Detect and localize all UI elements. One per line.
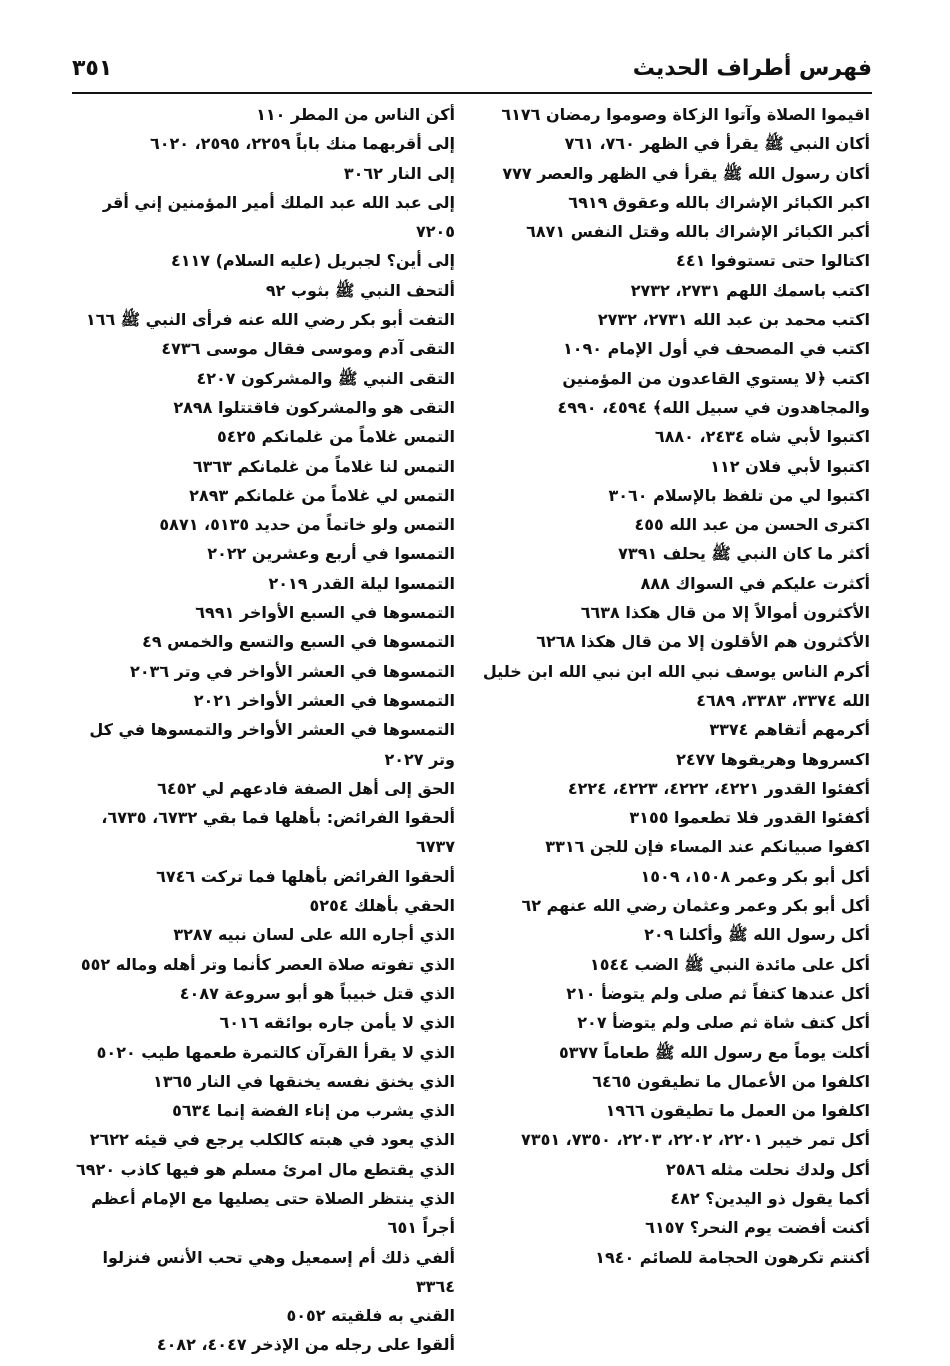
index-entry: أكل أبو بكر وعمر وعثمان رضي الله عنهم ٦٢ (521, 896, 870, 916)
index-entry: التقى النبي ﷺ والمشركون ٤٢٠٧ (196, 368, 455, 388)
index-entry: ألفي ذلك أم إسمعيل وهي تحب الأنس فنزلوا ٣٣٦٤ (102, 1247, 455, 1296)
index-entry: اكفوا صبيانكم عند المساء فإن للجن ٣٣١٦ (545, 837, 870, 857)
index-entry: أكرمهم أتقاهم ٣٣٧٤ (709, 720, 870, 740)
index-entry: اكتب محمد بن عبد الله ٢٧٣١، ٢٧٣٢ (597, 310, 870, 330)
index-entry: الأكثرون هم الأقلون إلا من قال هكذا ٦٢٦٨ (536, 632, 870, 652)
index-entry: اكتب باسمك اللهم ٢٧٣١، ٢٧٣٢ (630, 280, 870, 300)
index-entry: ألحقوا الفرائض بأهلها فما تركت ٦٧٤٦ (156, 866, 455, 886)
index-entry: الذي ينتظر الصلاة حتى يصليها مع الإمام أعظم أجراً ٦٥١ (91, 1188, 455, 1238)
header-rule (72, 92, 872, 94)
index-entry: الذي لا يأمن جاره بوائقه ٦٠١٦ (219, 1013, 455, 1033)
index-entry: الذي لا يقرأ القرآن كالتمرة طعمها طيب ٥٠٢٠ (96, 1042, 455, 1062)
index-entry: الذي قتل خبيباً هو أبو سروعة ٤٠٨٧ (179, 983, 455, 1003)
index-entry: أكبر الكبائر الإشراك بالله وقتل النفس ٦٨٧١ (526, 222, 870, 242)
index-entry: اكلفوا من العمل ما تطيقون ١٩٦٦ (605, 1101, 870, 1121)
index-entry: الذي يعود في هبته كالكلب يرجع في قيئه ٢٦٢٢ (89, 1130, 455, 1150)
index-entry: التقى آدم وموسى فقال موسى ٤٧٣٦ (161, 339, 455, 359)
index-entry: التمس ولو خاتماً من حديد ٥١٣٥، ٥٨٧١ (159, 515, 455, 535)
index-column-right (470, 100, 870, 1272)
page-number: ٣٥١ (72, 56, 113, 81)
index-entry: التمسوها في العشر الأواخر والتمسوها في كل وتر ٢٠٢٧ (89, 720, 455, 769)
index-entry: إلى عبد الله عبد الملك أمير المؤمنين إني أقر ٧٢٠٥ (102, 192, 455, 242)
index-entry: أكل عندها كتفاً ثم صلى ولم يتوضأ ٢١٠ (566, 983, 870, 1003)
index-entry: أكل تمر خيبر ٢٢٠١، ٢٢٠٢، ٢٢٠٣، ٧٣٥٠، ٧٣٥١ (521, 1130, 870, 1150)
index-entry: أكنتم تكرهون الحجامة للصائم ١٩٤٠ (595, 1247, 870, 1267)
index-entry: القني به فلقيته ٥٠٥٢ (286, 1306, 455, 1326)
index-entry: أكل رسول الله ﷺ وأكلنا ٢٠٩ (644, 925, 870, 945)
index-entry: التمس غلاماً من غلمانكم ٥٤٢٥ (216, 427, 455, 447)
index-entry: ألقوا على رجله من الإذخر ٤٠٤٧، ٤٠٨٢ (156, 1335, 455, 1355)
index-entry: اكتب في المصحف في أول الإمام ١٠٩٠ (563, 339, 870, 359)
index-entry: اكتبوا لأبي شاه ٢٤٣٤، ٦٨٨٠ (654, 427, 870, 447)
index-entry: إلى أقربهما منك باباً ٢٢٥٩، ٢٥٩٥، ٦٠٢٠ (149, 134, 455, 154)
index-entry: التمسوها في السبع والتسع والخمس ٤٩ (142, 632, 455, 652)
index-entry: اقيموا الصلاة وآتوا الزكاة وصوموا رمضان ٦١٧٦ (501, 105, 870, 124)
index-entry: الأكثرون أموالاً إلا من قال هكذا ٦٦٣٨ (580, 603, 870, 623)
index-entry: اكبر الكبائر الإشراك بالله وعقوق ٦٩١٩ (568, 192, 870, 212)
index-entry: اكتالوا حتى تستوفوا ٤٤١ (676, 251, 870, 271)
running-title: فهرس أطراف الحديث (632, 56, 872, 81)
index-entry: أكان النبي ﷺ يقرأ في الظهر ٧٦٠، ٧٦١ (564, 134, 870, 154)
index-entry: أكلت يوماً مع رسول الله ﷺ طعاماً ٥٣٧٧ (558, 1042, 870, 1062)
index-entry: الذي يشرب من إناء الفضة إنما ٥٦٣٤ (172, 1101, 455, 1121)
page-header (72, 50, 872, 92)
index-entry: أكان رسول الله ﷺ يقرأ في الظهر والعصر ٧٧٧ (502, 163, 870, 183)
index-entry: أكل أبو بكر وعمر ١٥٠٨، ١٥٠٩ (640, 866, 870, 886)
index-entry: أكل كتف شاة ثم صلى ولم يتوضأ ٢٠٧ (577, 1013, 870, 1033)
index-entry: أكفئوا القدور فلا تطعموا ٣١٥٥ (629, 808, 870, 828)
index-entry: أكل على مائدة النبي ﷺ الضب ١٥٤٤ (589, 954, 870, 974)
index-entry: الحقي بأهلك ٥٢٥٤ (309, 896, 455, 916)
index-entry: اكترى الحسن من عبد الله ٤٥٥ (634, 515, 870, 535)
index-entry: ألتحف النبي ﷺ بثوب ٩٢ (265, 280, 455, 300)
index-entry: أكل ولدك نحلت مثله ٢٥٨٦ (666, 1159, 870, 1179)
index-entry: الذي يخنق نفسه يخنقها في النار ١٣٦٥ (153, 1071, 455, 1091)
index-entry: التمس لنا غلاماً من غلمانكم ٦٣٦٣ (192, 456, 455, 476)
index-entry: التمسوا في أربع وعشرين ٢٠٢٢ (207, 544, 455, 564)
index-entry: اكتبوا لأبي فلان ١١٢ (710, 456, 870, 476)
index-entry: أكن الناس من المطر ١١٠ (256, 105, 455, 124)
index-entry: أكما يقول ذو اليدين؟ ٤٨٢ (670, 1188, 870, 1208)
index-entry: التمسوها في العشر الأواخر ٢٠٢١ (193, 690, 455, 710)
index-entry: التفت أبو بكر رضي الله عنه فرأى النبي ﷺ ١٦٦ (85, 310, 455, 330)
index-entry: إلى أين؟ لجبريل (عليه السلام) ٤١١٧ (170, 251, 455, 271)
index-entry: اكتب ﴿لا يستوي القاعدون من المؤمنين والمجاهدون في سبيل الله﴾ ٤٥٩٤، ٤٩٩٠ (557, 368, 870, 417)
index-entry: التقى هو والمشركون فاقتتلوا ٢٨٩٨ (173, 397, 455, 417)
index-entry: ألحقوا الفرائض: بأهلها فما بقي ٦٧٣٢، ٦٧٣٥، ٦٧٣٧ (101, 808, 455, 857)
index-entry: اكتبوا لي من تلفظ بالإسلام ٣٠٦٠ (608, 485, 870, 505)
index-entry: أكرم الناس يوسف نبي الله ابن نبي الله ابن خليل الله ٣٣٧٤، ٣٣٨٣، ٤٦٨٩ (482, 661, 870, 710)
index-entry: الذي أجاره الله على لسان نبيه ٣٢٨٧ (173, 925, 455, 945)
index-entry: اكسروها وهريقوها ٢٤٧٧ (676, 749, 870, 769)
index-entry: أكثر ما كان النبي ﷺ يحلف ٧٣٩١ (618, 544, 870, 564)
index-entry: أكفئوا القدور ٤٢٢١، ٤٢٢٢، ٤٢٢٣، ٤٢٢٤ (567, 778, 870, 798)
index-entry: أكثرت عليكم في السواك ٨٨٨ (640, 573, 870, 593)
index-entry: أكنت أفضت يوم النحر؟ ٦١٥٧ (645, 1218, 870, 1238)
index-entry: التمسوا ليلة القدر ٢٠١٩ (268, 573, 455, 593)
index-entry: التمسوها في السبع الأواخر ٦٩٩١ (195, 603, 455, 623)
index-entry: الذي يقتطع مال امرئ مسلم هو فيها كاذب ٦٩٢٠ (76, 1159, 455, 1179)
index-entry: إلى النار ٣٠٦٢ (343, 163, 455, 183)
index-entry: الحق إلى أهل الصفة فادعهم لي ٦٤٥٢ (157, 778, 455, 798)
index-entry: التمسوها في العشر الأواخر في وتر ٢٠٣٦ (130, 661, 455, 681)
index-column-left (67, 100, 455, 1360)
index-entry: اكلفوا من الأعمال ما تطيقون ٦٤٦٥ (592, 1071, 870, 1091)
index-entry: الذي تفوته صلاة العصر كأنما وتر أهله وماله ٥٥٢ (80, 954, 455, 974)
index-entry: التمس لي غلاماً من غلمانكم ٢٨٩٣ (189, 485, 455, 505)
